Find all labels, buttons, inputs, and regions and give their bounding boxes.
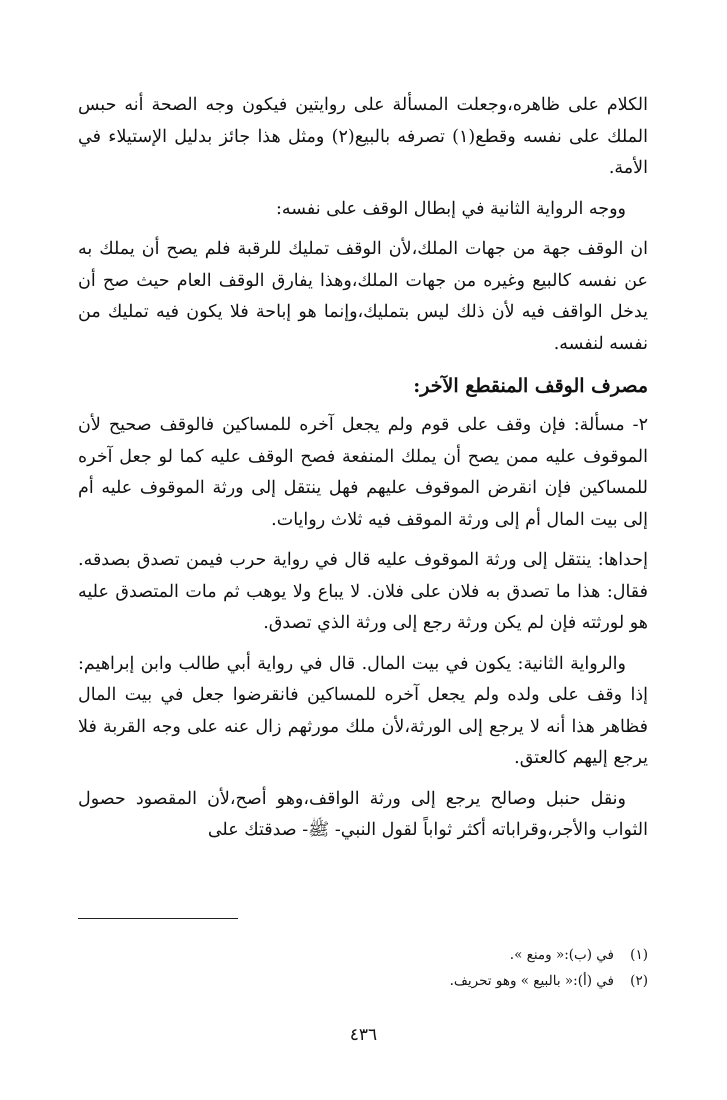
paragraph-hanbal-narration: ونقل حنبل وصالح يرجع إلى ورثة الواقف،وهو أصح،لأن المقصود حصول الثواب والأجر،وقراباته أكثر ثواباً لقول النبي- ﷺ- صدقتك على xyxy=(78,788,648,840)
paragraph-first-narration: إحداها: ينتقل إلى ورثة الموقوف عليه قال في رواية حرب فيمن تصدق بصدقه. فقال: هذا ما تصدق به فلان على فلان. لا يباع ولا يوهب ثم مات المتصدق عليه هو لورثته فإن لم يكن ورثة رجع إلى ورثة الذي تصدق. xyxy=(78,550,648,633)
page-body xyxy=(78,90,648,856)
footnote-2 xyxy=(78,968,648,994)
footnotes xyxy=(78,918,648,994)
footnote-divider xyxy=(78,918,238,919)
page-number: ٤٣٦ xyxy=(349,1025,378,1045)
section-heading: مصرف الوقف المنقطع الآخر: xyxy=(413,375,648,397)
footnote-text: في (أ):« بالبيع » وهو تحريف. xyxy=(449,973,614,989)
paragraph-second-narration: والرواية الثانية: يكون في بيت المال. قال في رواية أبي طالب وابن إبراهيم: إذا وقف على ولده ولم يجعل آخره للمساكين فانقرضوا جعل في بيت المال فظاهر هذا أنه لا يرجع إلى الورثة،لأن ملك مورثهم زال عنه على وجه القربة فلا يرجع إليهم كالعتق. xyxy=(78,653,648,768)
paragraph-second-narration-body: ان الوقف جهة من جهات الملك،لأن الوقف تمليك للرقبة فلم يصح أن يملك به عن نفسه كالبيع وغيره من جهات الملك،وهذا يفارق الوقف العام حيث صح أن يدخل الواقف فيه لأن ذلك ليس بتمليك،وإنما هو إباحة فلا يكون فيه تمليك من نفسه لنفسه. xyxy=(78,239,648,354)
paragraph-issue-2: ٢- مسألة: فإن وقف على قوم ولم يجعل آخره للمساكين فالوقف صحيح لأن الموقوف عليه ممن يصح أن يملك المنفعة فصح الوقف عليه كما لو جعل آخره للمساكين فإن انقرض الموقوف عليهم فهل ينتقل إلى ورثة الموقوف عليه أم إلى بيت المال أم إلى ورثة الموقف فيه ثلاث روايات. xyxy=(78,415,648,530)
footnote-1 xyxy=(78,942,648,968)
footnote-number: (٢) xyxy=(630,973,648,989)
paragraph-intro: الكلام على ظاهره،وجعلت المسألة على روايتين فيكون وجه الصحة أنه حبس الملك على نفسه وقطع(١) تصرفه بالبيع(٢) ومثل هذا جائز بدليل الإستيلاء في الأمة. xyxy=(78,95,648,178)
footnote-number: (١) xyxy=(630,947,648,963)
footnote-text: في (ب):« ومنع ». xyxy=(509,947,614,963)
paragraph-second-narration-lead: ووجه الرواية الثانية في إبطال الوقف على نفسه: xyxy=(275,198,626,219)
